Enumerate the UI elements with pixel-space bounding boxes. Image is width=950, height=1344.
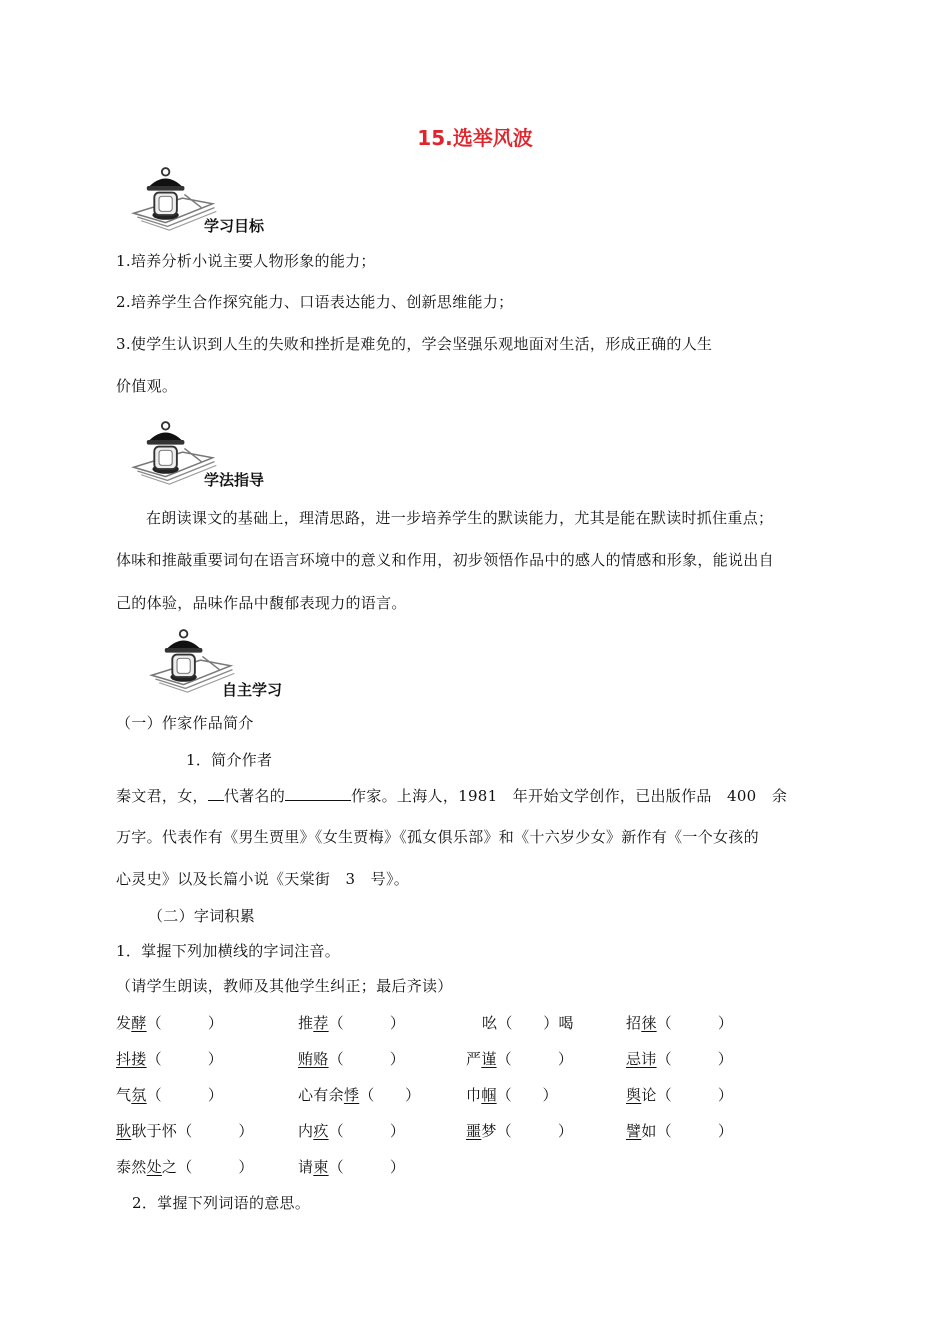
underlined-char: 悸 bbox=[343, 1086, 360, 1104]
word-item bbox=[298, 1156, 405, 1177]
pinyin-blank[interactable]: （ ） bbox=[328, 1158, 406, 1176]
word-item bbox=[482, 1012, 574, 1033]
word-text: 推 bbox=[298, 1014, 314, 1032]
underlined-char: 贿赂 bbox=[298, 1050, 329, 1068]
word-item bbox=[298, 1048, 405, 1069]
word-text: 泰然 bbox=[116, 1158, 147, 1176]
underlined-char: 舆 bbox=[626, 1086, 642, 1104]
underlined-char: 帼 bbox=[481, 1086, 497, 1104]
method-line: 体味和推敲重要词句在语言环境中的意义和作用，初步领悟作品中的感人的情感和形象，能说出自 bbox=[116, 551, 774, 569]
underlined-char: 忌讳 bbox=[626, 1050, 657, 1068]
word-item bbox=[116, 1048, 223, 1069]
word-text: 心有余 bbox=[298, 1086, 344, 1104]
word-text: 之 bbox=[161, 1158, 178, 1176]
pinyin-blank[interactable]: （ ） bbox=[146, 1086, 224, 1104]
sub-heading: 2．掌握下列词语的意思。 bbox=[132, 1194, 311, 1212]
underlined-char: 抖搂 bbox=[116, 1050, 147, 1068]
section-heading-method: 学法指导 bbox=[204, 471, 265, 489]
author-line: 心灵史》以及长篇小说《天棠街 3 号》。 bbox=[116, 870, 410, 888]
pinyin-blank[interactable]: （ ） bbox=[656, 1050, 734, 1068]
pinyin-blank[interactable]: （ ） bbox=[496, 1086, 558, 1104]
pinyin-blank[interactable]: （ ） bbox=[328, 1122, 406, 1140]
note-text: （请学生朗读，教师及其他学生纠正；最后齐读） bbox=[116, 977, 453, 995]
word-text: 招 bbox=[626, 1014, 642, 1032]
section-heading-goals: 学习目标 bbox=[204, 217, 265, 235]
page-title: 15.选举风波 bbox=[417, 126, 533, 150]
pinyin-blank[interactable]: （ ） bbox=[496, 1050, 574, 1068]
fill-blank[interactable] bbox=[285, 786, 351, 801]
method-line: 在朗读课文的基础上，理清思路，进一步培养学生的默读能力，尤其是能在默读时抓住重点； bbox=[146, 509, 774, 527]
author-line: 万字。代表作有《男生贾里》《女生贾梅》《孤女俱乐部》和《十六岁少女》新作有《一个女孩的 bbox=[116, 828, 759, 846]
goal-item: 3.使学生认识到人生的失败和挫折是难免的，学会坚强乐观地面对生活，形成正确的人生 bbox=[116, 335, 713, 353]
pinyin-blank[interactable]: （ ） bbox=[328, 1014, 406, 1032]
underlined-char: 譬 bbox=[626, 1122, 642, 1140]
word-text: 如 bbox=[641, 1122, 657, 1140]
pinyin-blank[interactable]: （ ） bbox=[328, 1050, 406, 1068]
word-text: 发 bbox=[116, 1014, 132, 1032]
word-text: 请 bbox=[298, 1158, 314, 1176]
word-item bbox=[298, 1012, 405, 1033]
pinyin-blank[interactable]: （ ） bbox=[496, 1122, 574, 1140]
word-text: 吆 bbox=[482, 1014, 498, 1032]
word-item bbox=[116, 1084, 223, 1105]
word-item bbox=[116, 1120, 254, 1141]
word-text: 梦 bbox=[481, 1122, 497, 1140]
word-item bbox=[466, 1084, 558, 1105]
underlined-char: 柬 bbox=[313, 1158, 329, 1176]
underlined-char: 酵 bbox=[131, 1014, 147, 1032]
underlined-char: 徕 bbox=[641, 1014, 657, 1032]
pinyin-blank[interactable]: （ ） bbox=[656, 1086, 734, 1104]
underlined-char: 荐 bbox=[313, 1014, 329, 1032]
word-text: 论 bbox=[641, 1086, 657, 1104]
part-heading: （二）字词积累 bbox=[148, 907, 256, 925]
word-text: 巾 bbox=[466, 1086, 482, 1104]
underlined-char: 谨 bbox=[481, 1050, 497, 1068]
part-heading: （一）作家作品简介 bbox=[116, 714, 254, 732]
pinyin-blank[interactable]: （ ） bbox=[146, 1050, 224, 1068]
pinyin-blank[interactable]: （ ） bbox=[359, 1086, 421, 1104]
sub-heading: 1．掌握下列加横线的字词注音。 bbox=[116, 942, 341, 960]
underlined-char: 疚 bbox=[313, 1122, 329, 1140]
underlined-char: 氛 bbox=[131, 1086, 147, 1104]
section-heading-self-study: 自主学习 bbox=[222, 681, 283, 699]
word-item bbox=[116, 1012, 223, 1033]
word-text: 耿于怀 bbox=[131, 1122, 178, 1140]
pinyin-blank[interactable]: （ ） bbox=[656, 1014, 734, 1032]
pinyin-blank[interactable]: （ ） bbox=[146, 1014, 224, 1032]
word-item bbox=[626, 1084, 733, 1105]
pinyin-blank[interactable]: （ ）喝 bbox=[497, 1014, 574, 1032]
word-item bbox=[116, 1156, 254, 1177]
word-item bbox=[626, 1120, 733, 1141]
word-item bbox=[466, 1048, 573, 1069]
word-item bbox=[298, 1120, 405, 1141]
word-item bbox=[298, 1084, 420, 1105]
word-item bbox=[466, 1120, 573, 1141]
word-item bbox=[626, 1048, 733, 1069]
underlined-char: 噩 bbox=[466, 1122, 482, 1140]
goal-item: 1.培养分析小说主要人物形象的能力； bbox=[116, 252, 376, 270]
goal-item: 2.培养学生合作探究能力、口语表达能力、创新思维能力； bbox=[116, 293, 514, 311]
method-line: 己的体验，品味作品中馥郁表现力的语言。 bbox=[116, 594, 407, 612]
word-item bbox=[626, 1012, 733, 1033]
pinyin-blank[interactable]: （ ） bbox=[177, 1158, 254, 1176]
word-text: 严 bbox=[466, 1050, 482, 1068]
pinyin-blank[interactable]: （ ） bbox=[656, 1122, 734, 1140]
fill-blank[interactable] bbox=[208, 786, 224, 801]
sub-heading: 1．简介作者 bbox=[186, 751, 273, 769]
pinyin-blank[interactable]: （ ） bbox=[177, 1122, 254, 1140]
author-line: 秦文君，女， 代著名的 作家。上海人，1981 年开始文学创作，已出版作品 400 余 bbox=[116, 787, 788, 805]
word-text: 气 bbox=[116, 1086, 132, 1104]
underlined-char: 耿 bbox=[116, 1122, 132, 1140]
underlined-char: 处 bbox=[146, 1158, 162, 1176]
goal-item: 价值观。 bbox=[116, 377, 178, 395]
word-text: 内 bbox=[298, 1122, 314, 1140]
